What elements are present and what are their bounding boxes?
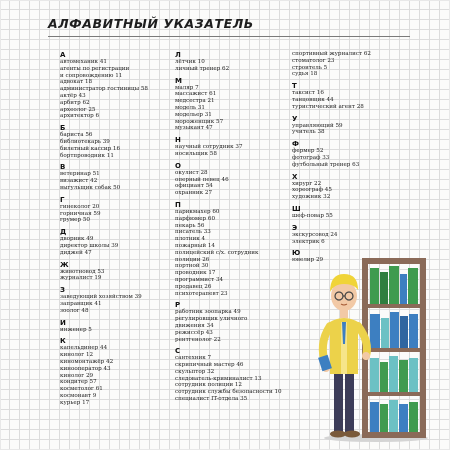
index-column-2 (175, 51, 290, 403)
index-column-1 (60, 51, 172, 406)
index-entry: медсестра 21 (175, 98, 215, 105)
index-letter-heading: Р (175, 301, 181, 310)
index-entry: массажист 61 (175, 91, 217, 98)
index-entry: спортивный журналист 62 (292, 51, 371, 57)
index-group (60, 196, 172, 224)
index-entry: футбольный тренер 63 (292, 161, 360, 168)
index-group (292, 82, 417, 110)
index-entry: пожарный 14 (175, 242, 215, 249)
index-entry: журналист 19 (60, 275, 102, 282)
index-letter-heading: П (175, 200, 181, 209)
index-entry: выгульщик собак 50 (60, 184, 121, 191)
index-entry: животновод 53 (60, 268, 105, 275)
index-entry: таксист 16 (292, 90, 324, 97)
index-letter-heading: Ю (292, 249, 301, 258)
index-entry: кондитер 57 (60, 379, 97, 386)
index-entry: и сопровождению 11 (60, 72, 123, 79)
index-entry: архитектор 6 (60, 113, 100, 120)
index-group (175, 51, 290, 73)
index-entry: билетный кассир 16 (60, 145, 121, 152)
index-entry: пекарь 56 (175, 222, 205, 229)
index-entry: туристический агент 28 (292, 103, 364, 110)
index-entry: охранник 27 (175, 190, 213, 197)
index-group (175, 201, 290, 297)
index-group (60, 286, 172, 314)
index-entry: адвокат 18 (60, 79, 93, 86)
index-letter-heading: Л (175, 51, 181, 59)
index-group (60, 319, 172, 334)
index-entry: писатель 33 (175, 229, 211, 236)
index-letter-heading: Т (292, 82, 297, 91)
index-entry: диджей 47 (60, 249, 92, 256)
index-entry: экскурсовод 24 (292, 231, 338, 238)
index-letter-heading: К (60, 337, 66, 346)
index-entry: полицейский с/х. сотрудник (175, 249, 259, 256)
index-group (292, 205, 417, 220)
index-group (292, 140, 417, 168)
index-entry: научный сотрудник 37 (175, 144, 243, 151)
index-letter-heading: О (175, 161, 181, 170)
librarian-with-bookshelf-illustration (296, 244, 432, 444)
index-letter-heading: Г (60, 195, 65, 204)
index-entry: кинооператор 43 (60, 365, 111, 372)
index-letter-heading: В (60, 163, 66, 172)
index-letter-heading: У (292, 114, 298, 123)
index-letter-heading: Ш (292, 204, 301, 213)
index-entry: бариста 56 (60, 132, 93, 139)
index-entry: регулировщик уличного (175, 316, 248, 323)
index-entry: арбитр 62 (60, 99, 90, 106)
index-entry: стоматолог 23 (292, 57, 335, 64)
index-entry: сотрудник службы безопасности 10 (175, 389, 282, 396)
index-entry: строитель 5 (292, 64, 328, 71)
index-entry: горничная 59 (60, 210, 101, 217)
index-entry: ветеринар 51 (60, 171, 100, 178)
index-letter-heading: А (60, 51, 66, 59)
index-group (60, 51, 172, 120)
index-entry: окулист 28 (175, 169, 208, 176)
index-entry: движения 34 (175, 322, 214, 329)
index-entry: директор школы 39 (60, 242, 119, 249)
index-entry: капельдинер 44 (60, 345, 108, 352)
index-entry: хирург 22 (292, 180, 322, 187)
index-group (175, 77, 290, 133)
index-letter-heading: Х (292, 172, 298, 181)
index-entry: фотограф 33 (292, 154, 330, 161)
index-entry: космонавт 9 (60, 392, 97, 399)
index-entry: агенты по регистрации (60, 65, 130, 72)
index-entry: курьер 17 (60, 399, 90, 406)
index-entry: режиссёр 43 (175, 329, 213, 336)
index-letter-heading: И (60, 318, 66, 327)
index-group (60, 261, 172, 283)
index-group (175, 347, 290, 403)
index-entry: портной 30 (175, 263, 209, 270)
index-entry: психотерапевт 23 (175, 290, 228, 297)
index-entry: актёр 43 (60, 92, 86, 99)
index-group (292, 51, 417, 78)
index-entry: библиотекарь 39 (60, 138, 110, 145)
index-entry: музыкант 47 (175, 125, 213, 132)
index-entry: киномонтажёр 42 (60, 358, 114, 365)
index-entry: заправщик 41 (60, 300, 102, 307)
index-entry: парфюмер 60 (175, 215, 216, 222)
index-entry: полиции 26 (175, 256, 210, 263)
index-entry: грумер 50 (60, 217, 90, 224)
index-group (292, 224, 417, 246)
index-entry: оперный певец 46 (175, 176, 229, 183)
index-letter-heading: Н (175, 136, 181, 145)
index-entry: археолог 25 (60, 106, 96, 113)
index-entry: продавец 26 (175, 283, 212, 290)
index-entry: модель 31 (175, 104, 205, 111)
index-entry: проводник 17 (175, 270, 216, 277)
index-entry: программист 34 (175, 276, 224, 283)
index-entry: мороженщик 57 (175, 118, 224, 125)
title-divider (48, 36, 410, 37)
index-entry: художник 32 (292, 194, 331, 201)
index-group (175, 301, 290, 343)
index-letter-heading: Ф (292, 140, 299, 149)
index-entry: судья 18 (292, 71, 318, 78)
index-entry: лётчик 10 (175, 59, 205, 65)
index-entry: плотник 4 (175, 236, 206, 243)
index-entry: личный тренер 62 (175, 65, 230, 72)
index-entry: скульптор 32 (175, 368, 215, 375)
index-entry: парикмахер 60 (175, 208, 220, 215)
index-group (292, 173, 417, 201)
index-entry: гинеколог 20 (60, 203, 100, 210)
index-group (60, 228, 172, 256)
index-letter-heading: М (175, 76, 182, 85)
index-letter-heading: Ж (60, 260, 69, 269)
index-entry: модельер 31 (175, 111, 212, 118)
index-letter-heading: Э (292, 223, 298, 232)
index-entry: следователь-криминалист 13 (175, 375, 262, 382)
index-entry: дворник 49 (60, 236, 94, 243)
index-entry: маляр 7 (175, 84, 199, 91)
index-entry: бортпроводник 11 (60, 152, 114, 159)
index-entry: ювелир 29 (292, 257, 324, 264)
index-group (60, 337, 172, 406)
index-group (292, 115, 417, 137)
index-entry: зоолог 48 (60, 307, 89, 314)
index-entry: носильщик 58 (175, 150, 217, 157)
index-entry: танцовщик 44 (292, 96, 334, 103)
index-entry: электрик 6 (292, 238, 325, 245)
index-entry: косметолог 61 (60, 386, 103, 393)
index-entry: инженер 5 (60, 326, 92, 333)
index-group (60, 163, 172, 191)
page-title: АЛФАВИТНЫЙ УКАЗАТЕЛЬ (48, 16, 254, 31)
index-column-3 (292, 51, 417, 264)
index-entry: администратор гостиницы 58 (60, 86, 148, 93)
index-entry: кинолог 29 (60, 372, 94, 379)
index-entry: работник зоопарка 49 (175, 309, 241, 316)
index-entry: фермер 52 (292, 148, 324, 155)
index-entry: сотрудник полиции 12 (175, 382, 242, 389)
index-entry: шеф-повар 55 (292, 212, 333, 219)
index-entry: учитель 38 (292, 129, 325, 136)
index-letter-heading: Б (60, 124, 66, 133)
index-entry: заведующий хозяйством 39 (60, 294, 142, 301)
index-entry: скрипичный мастер 46 (175, 362, 244, 369)
index-entry: кинолог 12 (60, 352, 94, 359)
index-entry: сантехник 7 (175, 355, 212, 362)
index-group (60, 124, 172, 159)
index-entry: хореограф 45 (292, 187, 332, 194)
index-entry: официант 54 (175, 183, 213, 190)
index-entry: управляющий 59 (292, 122, 343, 129)
index-letter-heading: З (60, 286, 65, 295)
index-letter-heading: Д (60, 228, 67, 237)
index-entry: визажист 42 (60, 178, 98, 185)
index-letter-heading: С (175, 347, 181, 356)
index-entry: специалист IT-отдела 35 (175, 396, 248, 403)
index-group (175, 136, 290, 158)
index-group (175, 162, 290, 197)
index-entry: автомеханик 41 (60, 59, 107, 65)
index-entry: рентгенолог 22 (175, 336, 221, 343)
